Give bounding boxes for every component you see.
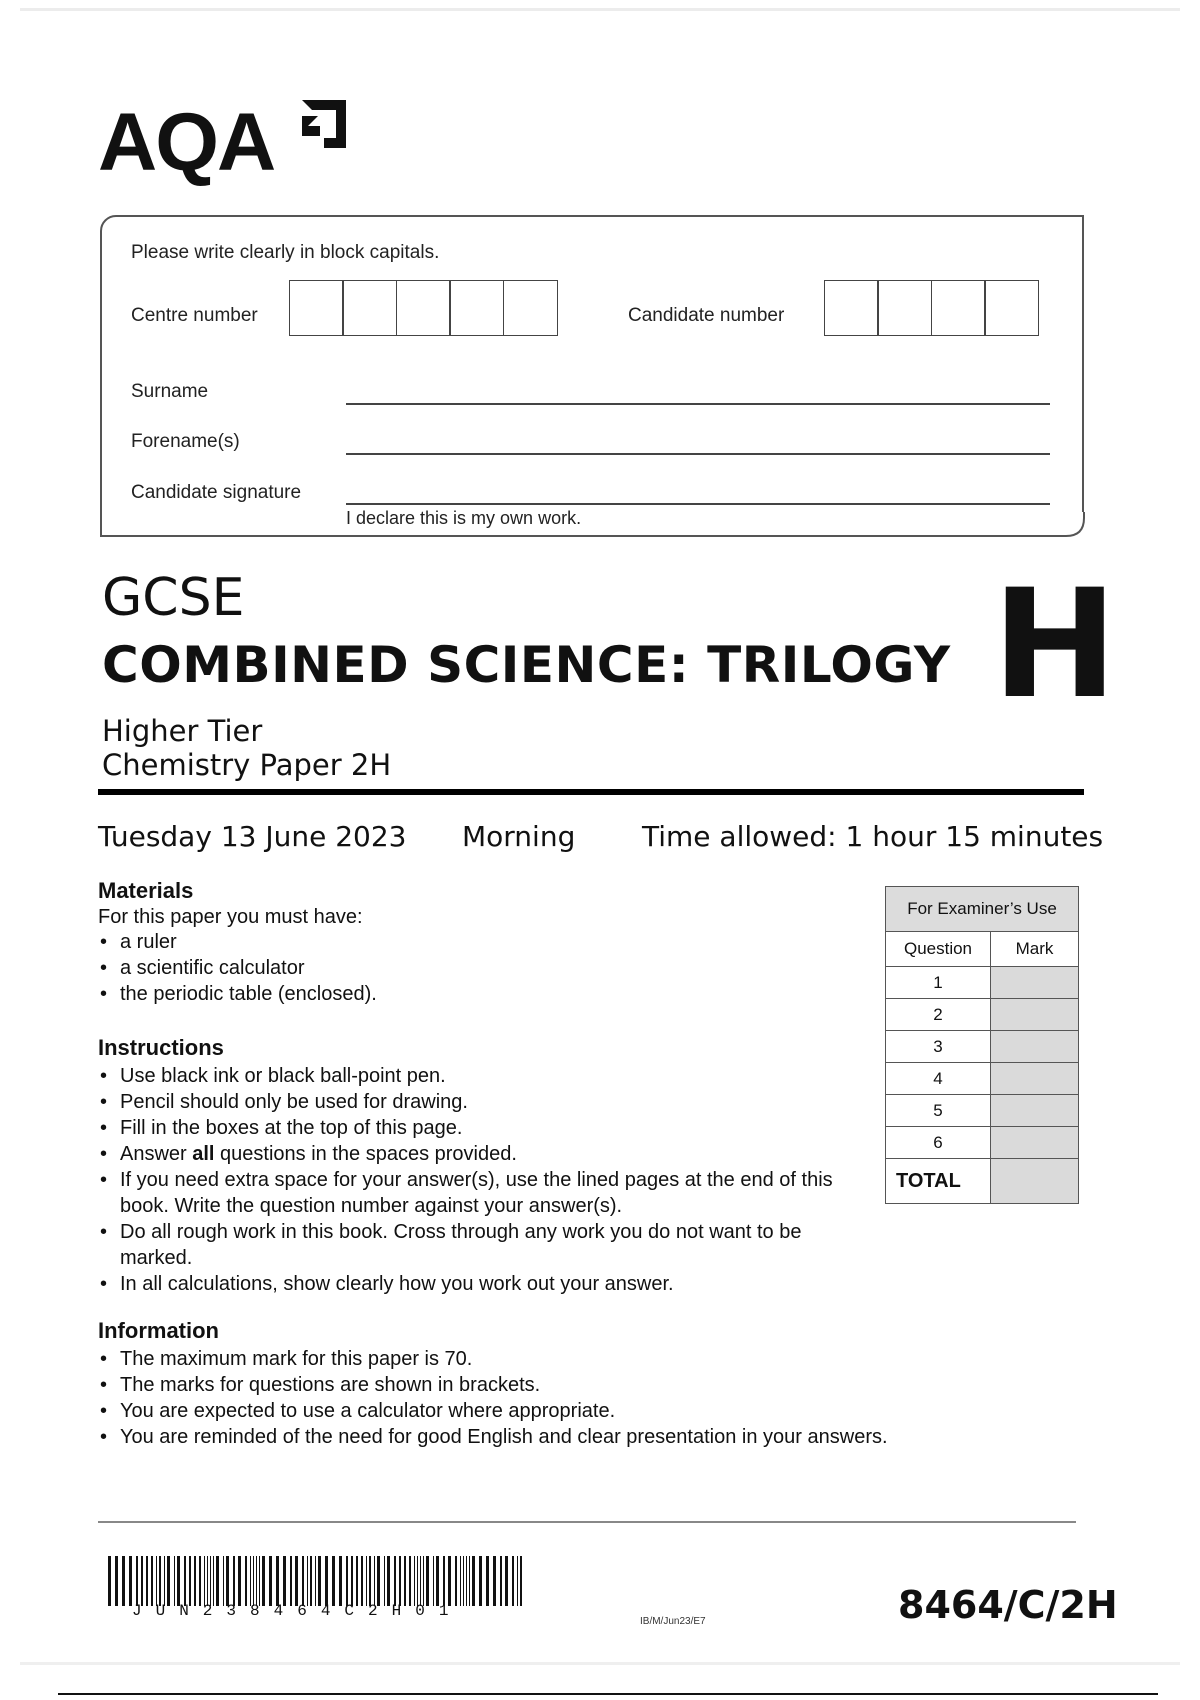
list-item: • You are expected to use a calculator where appropriate. [98, 1398, 998, 1424]
instructions-heading: Instructions [98, 1035, 224, 1060]
materials-section [98, 878, 878, 1007]
barcode-bar [223, 1556, 224, 1606]
barcode-bar [417, 1556, 418, 1606]
materials-intro: For this paper you must have: [98, 906, 363, 928]
barcode-bar [156, 1556, 157, 1606]
exam-session: Morning [462, 820, 576, 853]
question-number: 5 [886, 1095, 991, 1127]
centre-number-digit-box[interactable] [396, 280, 451, 336]
barcode-bar [369, 1556, 371, 1606]
centre-number-digit-box[interactable] [342, 280, 397, 336]
forenames-line[interactable] [346, 453, 1050, 455]
centre-number-digit-box[interactable] [449, 280, 504, 336]
list-item: • The marks for questions are shown in brackets. [98, 1372, 998, 1398]
barcode-bar [310, 1556, 312, 1606]
barcode-bar [455, 1556, 457, 1606]
candidate-number-label: Candidate number [628, 305, 785, 326]
list-item: • Fill in the boxes at the top of this page. [98, 1115, 868, 1141]
centre-number-label: Centre number [131, 305, 258, 326]
aqa-logo-mark-icon [298, 96, 350, 156]
candidate-number-digit-box[interactable] [984, 280, 1039, 336]
barcode-bar [325, 1556, 328, 1606]
materials-heading: Materials [98, 878, 194, 903]
total-mark-cell[interactable] [991, 1159, 1079, 1204]
barcode-bar [307, 1556, 308, 1606]
barcode-bar [159, 1556, 161, 1606]
barcode-bar [463, 1556, 464, 1606]
barcode-bar [420, 1556, 421, 1606]
examiner-use-table [885, 886, 1079, 1204]
tier-letter: H [992, 558, 1118, 732]
barcode-bar [276, 1556, 279, 1606]
barcode-bar [213, 1556, 214, 1606]
barcode-bar [433, 1556, 434, 1606]
information-heading: Information [98, 1318, 219, 1343]
barcode-bar [108, 1556, 111, 1606]
examiner-table-title: For Examiner’s Use [886, 887, 1079, 932]
barcode-text: JUN238464C2H01 [132, 1602, 463, 1620]
barcode-bar [377, 1556, 380, 1606]
barcode-bar [204, 1556, 205, 1606]
barcode-bar [351, 1556, 353, 1606]
declaration-text: I declare this is my own work. [346, 508, 582, 528]
barcode [106, 1556, 526, 1606]
barcode-bar [466, 1556, 467, 1606]
question-number: 6 [886, 1127, 991, 1159]
centre-number-boxes[interactable] [290, 280, 558, 336]
list-item: • Do all rough work in this book. Cross through any work you do not want to be marked. [98, 1219, 868, 1271]
barcode-bar [194, 1556, 196, 1606]
barcode-bar [361, 1556, 363, 1606]
barcode-bar [387, 1556, 390, 1606]
list-item: • If you need extra space for your answer(s), use the lined pages at the end of this book. Write the question number against your answer(s). [98, 1167, 868, 1219]
barcode-bar [414, 1556, 415, 1606]
barcode-bar [346, 1556, 348, 1606]
barcode-bar [404, 1556, 406, 1606]
list-item: • the periodic table (enclosed). [98, 981, 878, 1007]
question-column-header: Question [886, 932, 991, 967]
barcode-bar [233, 1556, 235, 1606]
mark-column-header: Mark [991, 932, 1079, 967]
list-item: • You are reminded of the need for good English and clear presentation in your answers. [98, 1424, 998, 1450]
list-item: • Answer all questions in the spaces provided. [98, 1141, 868, 1167]
mark-cell[interactable] [991, 1031, 1079, 1063]
barcode-bar [141, 1556, 143, 1606]
subject-title: COMBINED SCIENCE: TRILOGY [102, 636, 951, 694]
forenames-label: Forename(s) [131, 431, 240, 452]
barcode-bar [256, 1556, 257, 1606]
barcode-bar [399, 1556, 401, 1606]
barcode-bar [210, 1556, 211, 1606]
barcode-bar [283, 1556, 286, 1606]
total-label: TOTAL [886, 1159, 991, 1204]
barcode-bar [122, 1556, 125, 1606]
barcode-bar [339, 1556, 342, 1606]
paper-label: Chemistry Paper 2H [102, 748, 392, 782]
centre-number-digit-box[interactable] [289, 280, 344, 336]
barcode-bar [146, 1556, 148, 1606]
barcode-bar [500, 1556, 502, 1606]
barcode-bar [216, 1556, 219, 1606]
question-number: 3 [886, 1031, 991, 1063]
barcode-bar [409, 1556, 411, 1606]
list-item: • Use black ink or black ball-point pen. [98, 1063, 868, 1089]
question-number: 4 [886, 1063, 991, 1095]
barcode-bar [505, 1556, 508, 1606]
barcode-bar [374, 1556, 375, 1606]
barcode-bar [302, 1556, 304, 1606]
barcode-bar [115, 1556, 118, 1606]
barcode-bar [262, 1556, 265, 1606]
time-allowed: Time allowed: 1 hour 15 minutes [642, 820, 1104, 853]
barcode-bar [253, 1556, 254, 1606]
barcode-bar [199, 1556, 201, 1606]
candidate-number-boxes[interactable] [825, 280, 1039, 336]
barcode-bar [394, 1556, 396, 1606]
barcode-bar [520, 1556, 522, 1606]
barcode-bar [238, 1556, 241, 1606]
barcode-bar [136, 1556, 138, 1606]
barcode-bar [448, 1556, 451, 1606]
title-divider [98, 789, 1084, 795]
block-capitals-instruction: Please write clearly in block capitals. [131, 242, 440, 263]
mark-cell[interactable] [991, 1095, 1079, 1127]
barcode-bar [332, 1556, 335, 1606]
barcode-bar [269, 1556, 272, 1606]
list-item: • a ruler [98, 929, 878, 955]
instructions-section [98, 1035, 868, 1297]
surname-line[interactable] [346, 403, 1050, 405]
exam-date: Tuesday 13 June 2023 [98, 820, 407, 853]
mark-cell[interactable] [991, 1127, 1079, 1159]
list-item: • a scientific calculator [98, 955, 878, 981]
barcode-bar [164, 1556, 165, 1606]
barcode-bar [250, 1556, 251, 1606]
mark-cell[interactable] [991, 999, 1079, 1031]
barcode-bar [189, 1556, 191, 1606]
barcode-bar [226, 1556, 229, 1606]
barcode-bar [426, 1556, 429, 1606]
box-corner-curve [1060, 512, 1086, 538]
surname-label: Surname [131, 381, 209, 402]
barcode-bar [177, 1556, 180, 1606]
barcode-bar [207, 1556, 208, 1606]
list-item: • In all calculations, show clearly how you work out your answer. [98, 1271, 868, 1297]
barcode-bar [366, 1556, 367, 1606]
barcode-bar [129, 1556, 132, 1606]
footer-rule [98, 1521, 1076, 1523]
barcode-bar [486, 1556, 489, 1606]
information-section [98, 1318, 998, 1450]
barcode-bar [472, 1556, 475, 1606]
logo-text: AQA [98, 97, 275, 188]
page-bottom-edge [20, 1662, 1180, 1665]
barcode-bar [290, 1556, 292, 1606]
barcode-bar [174, 1556, 175, 1606]
candidate-number-digit-box[interactable] [931, 280, 986, 336]
centre-number-digit-box[interactable] [503, 280, 558, 336]
barcode-bar [460, 1556, 461, 1606]
barcode-bar [443, 1556, 445, 1606]
question-number: 2 [886, 999, 991, 1031]
page-top-edge [20, 8, 1180, 11]
barcode-bar [295, 1556, 298, 1606]
list-item: • The maximum mark for this paper is 70. [98, 1346, 998, 1372]
barcode-bar [151, 1556, 153, 1606]
signature-label: Candidate signature [131, 482, 302, 503]
mark-cell[interactable] [991, 967, 1079, 999]
barcode-bar [318, 1556, 321, 1606]
barcode-bar [423, 1556, 424, 1606]
barcode-bar [167, 1556, 170, 1606]
page-bottom-line [58, 1693, 1158, 1695]
candidate-number-digit-box[interactable] [824, 280, 879, 336]
list-item: • Pencil should only be used for drawing. [98, 1089, 868, 1115]
paper-code: 8464/C/2H [898, 1583, 1118, 1627]
question-number: 1 [886, 967, 991, 999]
barcode-bar [493, 1556, 496, 1606]
barcode-bar [356, 1556, 358, 1606]
barcode-bar [259, 1556, 260, 1606]
barcode-bar [315, 1556, 316, 1606]
barcode-bar [436, 1556, 439, 1606]
barcode-bar [512, 1556, 514, 1606]
barcode-bar [184, 1556, 186, 1606]
document-reference: IB/M/Jun23/E7 [640, 1616, 706, 1627]
barcode-bar [469, 1556, 470, 1606]
candidate-number-digit-box[interactable] [877, 280, 932, 336]
barcode-bar [245, 1556, 247, 1606]
signature-line[interactable] [346, 503, 1050, 505]
aqa-logo [98, 96, 358, 192]
barcode-bar [384, 1556, 385, 1606]
barcode-bar [479, 1556, 482, 1606]
barcode-bar [517, 1556, 518, 1606]
tier-label: Higher Tier [102, 714, 263, 748]
mark-cell[interactable] [991, 1063, 1079, 1095]
qualification-title: GCSE [102, 568, 245, 628]
